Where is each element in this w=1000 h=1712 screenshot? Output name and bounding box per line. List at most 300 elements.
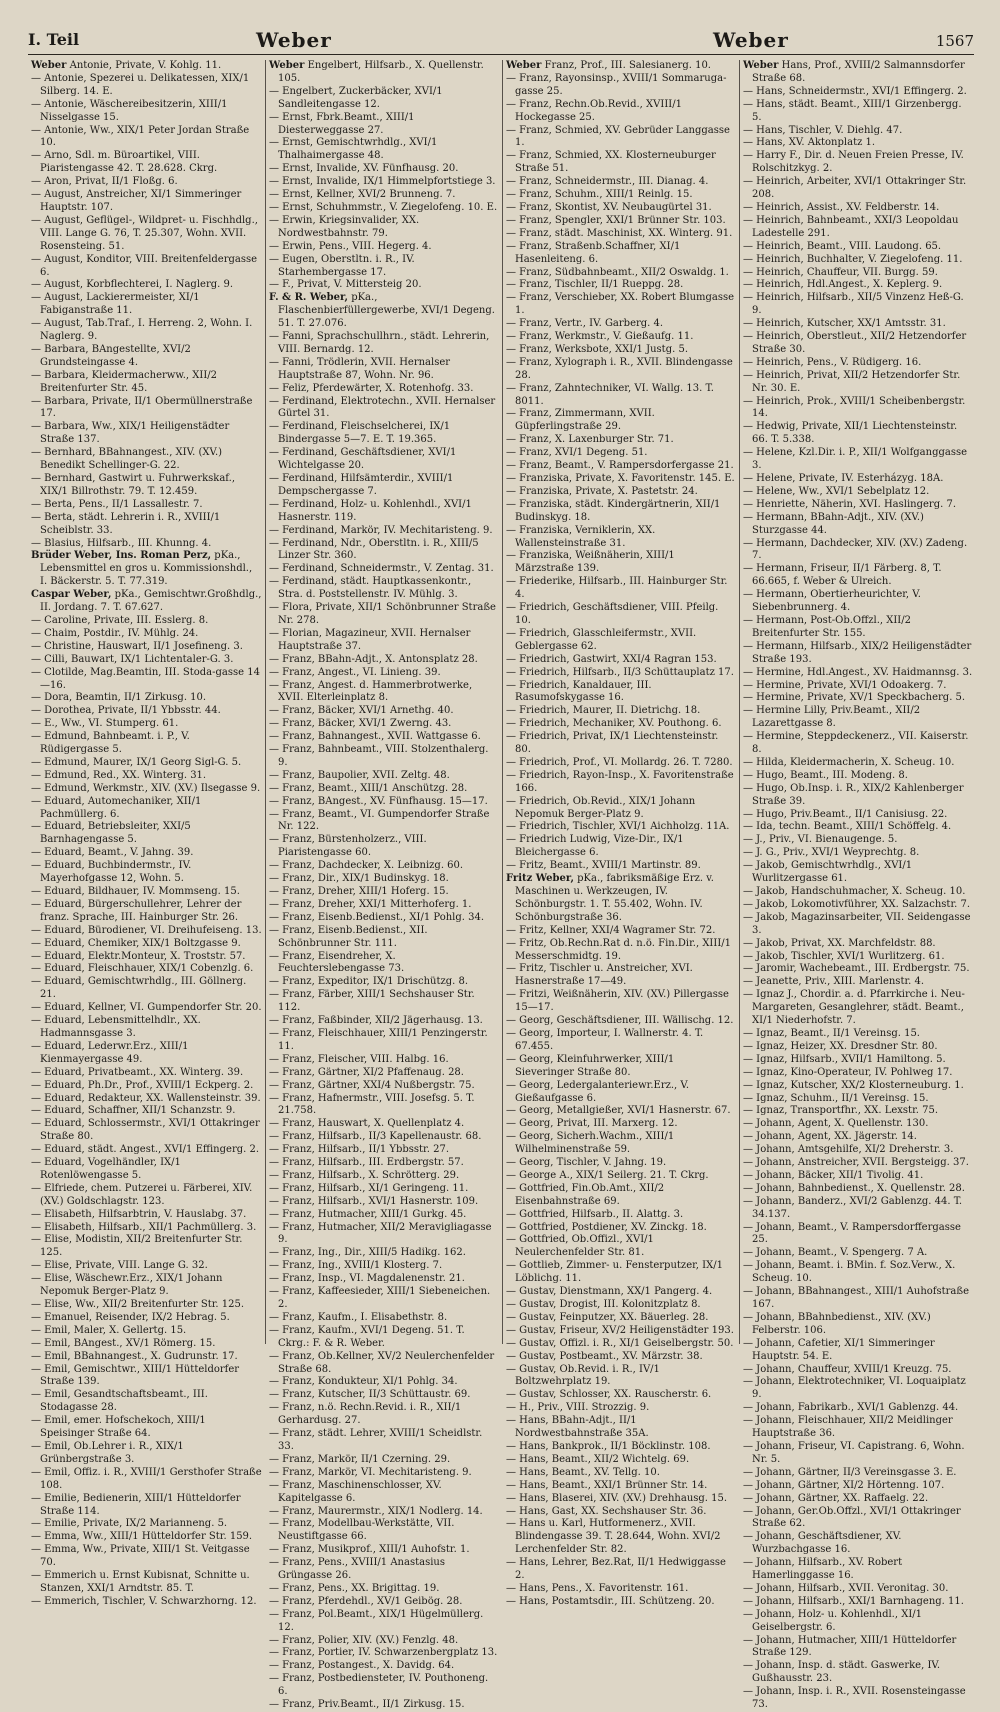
directory-entry xyxy=(31,73,262,99)
directory-entry xyxy=(269,1325,499,1351)
entry-text: — Heinrich, Arbeiter, XVI/1 Ottakringer Str. 208. xyxy=(743,176,967,201)
entry-text: — Johann, Hilfsarb., XV. Robert Hamerlinggasse 16. xyxy=(743,1557,903,1582)
directory-entry xyxy=(269,951,499,977)
directory-entry xyxy=(269,628,499,654)
directory-entry xyxy=(506,318,736,331)
entry-text: — Franz, Bäcker, XVI/1 Arnethg. 40. xyxy=(269,705,454,717)
entry-text: — Bernhard, Gastwirt u. Fuhrwerkskaf., XIX/1 Billrothstr. 79. T. 12.459. xyxy=(31,473,236,497)
directory-entry xyxy=(269,1157,499,1170)
directory-entry xyxy=(269,705,499,718)
entry-text: — Ferdinand, Ndr., Oberstltn. i. R., XIII/5 Linzer Str. 360. xyxy=(269,537,479,562)
directory-entry xyxy=(506,383,736,409)
entry-text: — Franz, Bahnangest., XVII. Wattgasse 6. xyxy=(269,731,481,743)
entry-text: — Franziska, Weißnäherin, XIII/1 Märzstraße 139. xyxy=(506,550,675,575)
directory-entry xyxy=(31,1467,262,1493)
entry-text: — Heinrich, Privat, XII/2 Hetzendorfer Str. Nr. 30. E. xyxy=(743,369,961,394)
entry-name: Weber xyxy=(31,60,67,71)
directory-entry xyxy=(31,1105,262,1118)
directory-entry xyxy=(269,1376,499,1389)
entry-text: — Hermine, Private, XVI/1 Odoakerg. 7. xyxy=(743,679,947,691)
entry-name: Weber xyxy=(506,60,542,71)
entry-text: — Johann, Hilfsarb., XXI/1 Barnhageng. 11. xyxy=(743,1595,964,1607)
entry-text: — Hermann, Dachdecker, XIV. (XV.) Zadeng. 7. xyxy=(743,537,968,562)
entry-text: — Johann, Geschäftsdiener, XV. Wurzbachgasse 16. xyxy=(743,1531,902,1556)
entry-text: — August, Anstreicher, XI/1 Simmeringer Hauptstr. 107. xyxy=(31,189,242,213)
entry-text: — Heinrich, Prok., XVIII/1 Scheibenbergstr. 14. xyxy=(743,395,966,420)
directory-entry xyxy=(31,1325,262,1338)
directory-entry xyxy=(743,860,973,886)
directory-entry xyxy=(743,1105,973,1118)
entry-text: — Eduard, Schlossermstr., XVI/1 Ottakringer Straße 80. xyxy=(31,1118,260,1143)
entry-text: — Franz, Tischler, II/1 Rueppg. 28. xyxy=(506,279,684,291)
entry-text: — Johann, Hilfsarb., XVII. Veronitag. 30. xyxy=(743,1582,949,1594)
directory-entry xyxy=(31,821,262,847)
directory-entry xyxy=(743,176,973,202)
directory-entry xyxy=(743,1415,973,1441)
directory-entry xyxy=(269,538,499,564)
directory-entry xyxy=(506,963,736,989)
directory-entry xyxy=(31,1209,262,1222)
directory-entry xyxy=(269,989,499,1015)
directory-entry xyxy=(743,680,973,693)
directory-entry xyxy=(743,1531,973,1557)
directory-entry xyxy=(269,886,499,899)
directory-entry xyxy=(743,421,973,447)
directory-entry xyxy=(31,718,262,731)
directory-entry xyxy=(31,176,262,189)
entry-text: — Fritz, Tischler u. Anstreicher, XVI. Hasnerstraße 17—49. xyxy=(506,963,693,988)
entry-text: — Franz, BBahn-Adjt., X. Antonsplatz 28. xyxy=(269,653,478,665)
entry-text: — Barbara, Kleidermacherww., XII/2 Breitenfurter Str. 45. xyxy=(31,369,218,394)
entry-text: — Franz, Faßbinder, XII/2 Jägerhausg. 13. xyxy=(269,1015,483,1027)
entry-text: — Edmund, Werkmstr., XIV. (XV.) Ilsegasse 9. xyxy=(31,782,261,794)
entry-text: — Hans, Lehrer, Bez.Rat, II/1 Hedwiggasse 2. xyxy=(506,1557,726,1582)
entry-text: — J. G., Priv., XVI/1 Weyprechtg. 8. xyxy=(743,847,920,859)
directory-entry xyxy=(269,1699,499,1712)
directory-entry xyxy=(506,447,736,460)
entry-text: — Johann, Anstreicher, XVII. Bergsteigg. 37. xyxy=(743,1157,969,1169)
entry-text: — Gustav, Dienstmann, XX/1 Pangerg. 4. xyxy=(506,1286,713,1298)
entry-text: — Johann, BBahnbedienst., XIV. (XV.) Felberstr. 106. xyxy=(743,1311,931,1336)
entry-text: Antonie, Private, V. Kohlg. 11. xyxy=(69,60,222,71)
directory-entry xyxy=(269,279,499,292)
directory-entry xyxy=(743,370,973,396)
entry-text: — Franz, Modellbau-Werkstätte, VII. Neustiftgasse 66. xyxy=(269,1518,455,1543)
directory-entry xyxy=(506,796,736,822)
entry-text: — Friedrich, Ob.Revid., XIX/1 Johann Nepomuk Berger-Platz 9. xyxy=(506,795,696,820)
entry-text: — Heinrich, Oberstleut., XII/2 Hetzendorfer Straße 30. xyxy=(743,331,967,355)
entry-text: pKa., Flaschenbierfüllergewerbe, XVI/1 Degeng. 51. T. 27.076. xyxy=(278,292,495,330)
entry-text: — Johann, Agent, XX. Jägerstr. 14. xyxy=(743,1131,917,1143)
entry-text: — Emil, BAngest., XV/1 Römerg. 15. xyxy=(31,1337,216,1349)
directory-entry xyxy=(269,292,499,331)
entry-text: — Franz, Dir., XIX/1 Budinskyg. 18. xyxy=(269,873,449,885)
entry-text: — F., Privat, V. Mittersteig 20. xyxy=(269,279,422,291)
directory-entry xyxy=(31,1389,262,1415)
directory-entry xyxy=(31,1157,262,1183)
entry-text: — Johann, Gärtner, II/3 Vereinsgasse 3. E. xyxy=(743,1466,957,1478)
directory-entry xyxy=(506,1118,736,1131)
column-4 xyxy=(739,60,976,1711)
entry-text: Hans, Prof., XVIII/2 Salmannsdorfer Straße 68. xyxy=(752,60,965,84)
directory-entry xyxy=(506,925,736,938)
entry-text: — Hugo, Priv.Beamt., II/1 Canisiusg. 22. xyxy=(743,808,948,820)
entry-text: — Franz, Eisenb.Bedienst., XI/1 Pohlg. 34. xyxy=(269,911,485,923)
directory-entry xyxy=(506,408,736,434)
directory-entry xyxy=(743,60,973,86)
entry-text: — Eduard, Betriebsleiter, XXI/5 Barnhagengasse 5. xyxy=(31,821,191,846)
entry-text: — Gustav, Ob.Revid. i. R., IV/1 Boltzwehrplatz 19. xyxy=(506,1363,660,1388)
entry-text: — Franz, Bürstenholzerz., VIII. Piaristengasse 60. xyxy=(269,834,427,859)
directory-entry xyxy=(743,809,973,822)
directory-entry xyxy=(743,499,973,512)
directory-entry xyxy=(31,615,262,628)
directory-entry xyxy=(743,563,973,589)
directory-entry xyxy=(506,434,736,447)
entry-text: — Hans, Beamt., XXI/1 Brünner Str. 14. xyxy=(506,1479,708,1491)
entry-text: — Hans, Beamt., XV. Tellg. 10. xyxy=(506,1466,660,1478)
entry-text: — Antonie, Spezerei u. Delikatessen, XIX/1 Silberg. 14. E. xyxy=(31,72,250,97)
directory-entry xyxy=(743,1131,973,1144)
entry-text: — Georg, Geschäftsdiener, III. Wällischg. 12. xyxy=(506,1015,734,1027)
entry-text: — Helene, Private, IV. Esterházyg. 18A. xyxy=(743,473,944,484)
entry-text: — Ignaz, Schuhm., II/1 Vereinsg. 15. xyxy=(743,1092,929,1104)
entry-text: — Hermine, Steppdeckenerz., VII. Kaiserstr. 8. xyxy=(743,731,969,756)
directory-entry xyxy=(506,344,736,357)
directory-entry xyxy=(31,1544,262,1570)
entry-text: — Eduard, Redakteur, XX. Wallensteinstr. 39. xyxy=(31,1092,261,1104)
directory-entry xyxy=(269,796,499,809)
entry-text: — Helene, Kzl.Dir. i. P., XII/1 Wolfganggasse 3. xyxy=(743,447,968,472)
entry-text: — Erwin, Pens., VIII. Hegerg. 4. xyxy=(269,240,432,252)
entry-text: — Franz, Xylograph i. R., XVII. Blindengasse 28. xyxy=(506,356,733,381)
directory-entry xyxy=(743,692,973,705)
directory-entry xyxy=(269,1467,499,1480)
entry-text: — Ignaz, Hilfsarb., XVII/1 Hamiltong. 5. xyxy=(743,1053,946,1065)
directory-entry xyxy=(269,1544,499,1557)
directory-entry xyxy=(31,641,262,654)
entry-text: — Franz, Hafnermstr., VIII. Josefsg. 5. T. 21.758. xyxy=(269,1092,475,1117)
entry-text: — Fritz, Ob.Rechn.Rat d. n.ö. Fin.Dir., XIII/1 Messerschmidtg. 19. xyxy=(506,937,732,962)
directory-entry xyxy=(506,1170,736,1183)
entry-text: — Franz, Postangest., X. Davidg. 64. xyxy=(269,1660,455,1672)
directory-entry xyxy=(506,331,736,344)
entry-text: — Ernst, Gemischtwrhdlg., XVI/1 Thalhaimergasse 48. xyxy=(269,137,438,162)
entry-text: — Friedrich, Gastwirt, XXI/4 Ragran 153. xyxy=(506,653,717,665)
entry-text: — Eduard, Fleischhauer, XIX/1 Cobenzlg. 6. xyxy=(31,963,254,975)
directory-entry xyxy=(506,718,736,731)
entry-text: — Antonie, Wäschereibesitzerin, XIII/1 Nisselgasse 15. xyxy=(31,98,228,123)
entry-text: — Johann, Bahnbedienst., X. Quellenstr. 28. xyxy=(743,1182,965,1194)
directory-entry xyxy=(269,473,499,499)
directory-entry xyxy=(269,1093,499,1119)
entry-text: — Franz, Angest. d. Hammerbrotwerke, XVII. Elterleinplatz 8. xyxy=(269,679,473,704)
directory-entry xyxy=(506,1480,736,1493)
directory-entry xyxy=(506,1338,736,1351)
entry-text: — Franz, Zimmermann, XVII. Güpferlingstraße 29. xyxy=(506,408,655,433)
entry-text: — George A., XIX/1 Seilerg. 21. T. Ckrg. xyxy=(506,1169,709,1181)
directory-entry xyxy=(743,1506,973,1532)
directory-entry xyxy=(31,1222,262,1235)
directory-entry xyxy=(743,137,973,150)
entry-text: — Friedrich, Kanaldauer, III. Rasumofskygasse 16. xyxy=(506,679,652,704)
directory-entry xyxy=(269,1247,499,1260)
directory-entry xyxy=(506,292,736,318)
entry-text: — Hans, XV. Aktonplatz 1. xyxy=(743,137,876,149)
directory-entry xyxy=(743,886,973,899)
entry-text: — Barbara, Ww., XIX/1 Heiligenstädter Straße 137. xyxy=(31,421,230,446)
entry-name: Weber xyxy=(269,60,305,71)
entry-text: — Gottfried, Postdiener, XV. Zinckg. 18. xyxy=(506,1221,707,1233)
directory-entry xyxy=(269,899,499,912)
entry-text: — Friedrich, Hilfsarb., II/3 Schüttauplatz 17. xyxy=(506,666,734,678)
entry-text: — Eduard, Beamt., V. Jahng. 39. xyxy=(31,847,194,859)
directory-entry xyxy=(269,834,499,860)
directory-entry xyxy=(31,783,262,796)
entry-text: — Barbara, BAngestellte, XVI/2 Grundsteingasse 4. xyxy=(31,343,191,368)
directory-entry xyxy=(506,1518,736,1557)
directory-entry xyxy=(269,1583,499,1596)
entry-text: — Franz, Fleischhauer, XIII/1 Penzingerstr. 11. xyxy=(269,1027,488,1052)
directory-entry xyxy=(269,1170,499,1183)
entry-text: — Ernst, Schuhmmstr., V. Ziegelofeng. 10. E. xyxy=(269,201,498,213)
directory-entry xyxy=(743,1338,973,1364)
entry-text: — Emil, Gemischtwr., XIII/1 Hütteldorfer Straße 139. xyxy=(31,1363,240,1388)
directory-entry xyxy=(269,1402,499,1428)
directory-entry xyxy=(269,602,499,628)
entry-text: — Friedrich, Maurer, II. Dietrichg. 18. xyxy=(506,705,701,717)
entry-text: — Franz, Verschieber, XX. Robert Blumgasse 1. xyxy=(506,292,735,317)
directory-entry xyxy=(269,254,499,280)
directory-entry xyxy=(269,1518,499,1544)
entry-text: — Franz, Eisenb.Bedienst., XII. Schönbrunner Str. 111. xyxy=(269,924,428,949)
entry-text: — Gottfried, Ob.Offizl., XVI/1 Neulerchenfelder Str. 81. xyxy=(506,1234,654,1259)
entry-text: — Franziska, Verniklerin, XX. Wallensteinstraße 31. xyxy=(506,524,656,549)
directory-entry xyxy=(743,331,973,357)
entry-text: — Johann, Beamt., V. Rampersdorffergasse 25. xyxy=(743,1221,961,1246)
directory-entry xyxy=(31,538,262,551)
directory-entry xyxy=(506,1131,736,1157)
directory-entry xyxy=(269,383,499,396)
entry-text: — Heinrich, Kutscher, XX/1 Amtsstr. 31. xyxy=(743,318,946,330)
directory-entry xyxy=(31,512,262,538)
entry-text: — Eduard, Lebensmittelhdlr., XX. Hadmannsgasse 3. xyxy=(31,1015,201,1039)
directory-entry xyxy=(506,1415,736,1441)
directory-entry xyxy=(506,202,736,215)
directory-entry xyxy=(743,1493,973,1506)
entry-text: — Berta, städt. Lehrerin i. R., XVIII/1 Scheiblstr. 33. xyxy=(31,511,221,536)
directory-entry xyxy=(31,125,262,151)
directory-entry xyxy=(506,150,736,176)
directory-entry xyxy=(743,241,973,254)
entry-text: — Gottfried, Hilfsarb., II. Alattg. 3. xyxy=(506,1208,684,1220)
directory-entry xyxy=(269,1647,499,1660)
entry-text: — Heinrich, Pens., V. Rüdigerg. 16. xyxy=(743,356,922,368)
entry-text: — Gottfried, Fin.Ob.Amt., XII/2 Eisenbahnstraße 69. xyxy=(506,1182,665,1207)
directory-entry xyxy=(269,1557,499,1583)
directory-entry xyxy=(269,1312,499,1325)
entry-text: — Franz, Werkmstr., V. Gießaufg. 11. xyxy=(506,331,694,343)
directory-entry xyxy=(31,99,262,125)
entry-text: — Franz, Beamt., VI. Gumpendorfer Straße Nr. 122. xyxy=(269,808,490,833)
entry-text: — Franz, Straßenb.Schaffner, XI/1 Hasenleiteng. 6. xyxy=(506,240,681,265)
directory-entry xyxy=(269,1428,499,1454)
directory-entry xyxy=(743,989,973,1028)
entry-text: — Johann, Fabrikarb., XVI/1 Gablenzg. 44. xyxy=(743,1402,959,1414)
directory-entry xyxy=(506,821,736,834)
directory-entry xyxy=(506,873,736,925)
entry-name: F. & R. Weber, xyxy=(269,292,348,304)
directory-entry xyxy=(743,731,973,757)
directory-entry xyxy=(31,976,262,1002)
entry-text: — Franz, Dreher, XIII/1 Hoferg. 15. xyxy=(269,886,449,897)
directory-entry xyxy=(269,189,499,202)
entry-text: — Johann, Beamt., V. Spengerg. 7 A. xyxy=(743,1247,928,1259)
entry-text: — Heinrich, Assist., XV. Feldberstr. 14. xyxy=(743,201,940,213)
entry-text: — Franz, städt. Maschinist, XX. Winterg. 91. xyxy=(506,227,733,239)
directory-entry xyxy=(31,1015,262,1041)
directory-entry xyxy=(31,215,262,254)
entry-text: — Fritz, Beamt., XVIII/1 Martinstr. 89. xyxy=(506,860,701,872)
directory-entry xyxy=(743,1222,973,1248)
directory-entry xyxy=(269,499,499,525)
directory-entry xyxy=(743,783,973,809)
entry-text: pKa., Lebensmittel en gros u. Kommissionshdl., I. Bäckerstr. 5. T. 77.319. xyxy=(40,550,253,588)
entry-text: — Edmund, Maurer, IX/1 Georg Sigl-G. 5. xyxy=(31,756,242,768)
directory-entry xyxy=(743,1093,973,1106)
entry-text: — Emil, Maler, X. Gellertg. 15. xyxy=(31,1324,187,1336)
directory-entry xyxy=(269,925,499,951)
entry-text: — Henriette, Näherin, XVI. Haslingerg. 7. xyxy=(743,498,957,510)
entry-text: — Elise, Modistin, XII/2 Breitenfurter Str. 125. xyxy=(31,1234,243,1259)
directory-entry xyxy=(743,976,973,989)
directory-entry xyxy=(743,1467,973,1480)
entry-text: — Heinrich, Buchhalter, V. Ziegelofeng. 11. xyxy=(743,253,963,265)
directory-entry xyxy=(31,1144,262,1157)
directory-entry xyxy=(506,125,736,151)
entry-name: Weber xyxy=(743,60,779,71)
directory-entry xyxy=(743,1686,973,1712)
entry-text: — Emma, Ww., XIII/1 Hütteldorfer Str. 159. xyxy=(31,1531,253,1543)
directory-entry xyxy=(743,1247,973,1260)
directory-entry xyxy=(31,1299,262,1312)
directory-entry xyxy=(506,357,736,383)
entry-text: — Ernst, Invalide, XV. Fünfhausg. 20. xyxy=(269,163,459,175)
entry-text: — August, Konditor, VIII. Breitenfeldergasse 6. xyxy=(31,253,258,278)
entry-text: — Franz, Südbahnbeamt., XII/2 Oswaldg. 1. xyxy=(506,266,729,278)
directory-entry xyxy=(31,757,262,770)
directory-entry xyxy=(506,1402,736,1415)
section-label: I. Teil xyxy=(28,30,80,49)
directory-entry xyxy=(506,176,736,189)
entry-text: — Franziska, Private, X. Pastetstr. 24. xyxy=(506,485,698,497)
entry-text: — Franz, Schuhm., XIII/1 Reinlg. 15. xyxy=(506,189,693,201)
directory-entry xyxy=(743,1260,973,1286)
entry-text: — Ignaz J., Chordir. a. d. Pfarrkirche i. Neu-Margareten, Gesanglehrer, städt. Beamt., XI/1 Niederhofstr. 7. xyxy=(743,989,965,1027)
directory-entry xyxy=(269,576,499,602)
entry-text: — Franz, Hilfsarb., X. Schrötterg. 29. xyxy=(269,1169,460,1181)
directory-entry xyxy=(31,1041,262,1067)
entry-text: — Emil, Ob.Lehrer i. R., XIX/1 Grünbergstraße 3. xyxy=(31,1440,184,1465)
entry-text: — Emmerich u. Ernst Kubisnat, Schnitte u. Stanzen, XXI/1 Arndtstr. 85. T. xyxy=(31,1570,250,1594)
directory-entry xyxy=(506,757,736,770)
entry-text: — Eduard, Bürodiener, VI. Dreihufeiseng. 13. xyxy=(31,924,262,936)
directory-entry xyxy=(743,1660,973,1686)
directory-entry xyxy=(269,770,499,783)
entry-text: — Georg, Sicherh.Wachm., XIII/1 Wilhelminenstraße 59. xyxy=(506,1131,675,1156)
entry-text: — Franz, Bahnbeamt., VIII. Stolzenthalerg. 9. xyxy=(269,744,489,768)
directory-entry xyxy=(743,1028,973,1041)
directory-entry xyxy=(506,860,736,873)
entry-text: — Eduard, Buchbindermstr., IV. Mayerhofgasse 12, Wohn. 5. xyxy=(31,860,192,885)
directory-entry xyxy=(506,99,736,125)
directory-entry xyxy=(743,1183,973,1196)
entry-text: — Jakob, Lokomotivführer, XX. Salzachstr. 7. xyxy=(743,898,971,910)
entry-text: — Franz, städt. Lehrer, XVIII/1 Scheidlstr. 33. xyxy=(269,1428,483,1452)
directory-entry xyxy=(31,1493,262,1519)
entry-text: — Ferdinand, Elektrotechn., XVII. Hernalser Gürtel 31. xyxy=(269,395,496,420)
directory-entry xyxy=(269,860,499,873)
directory-entry xyxy=(506,1389,736,1402)
entry-text: — Friedrich, Prof., VI. Mollardg. 26. T. 7280. xyxy=(506,756,733,768)
directory-entry xyxy=(743,1170,973,1183)
directory-entry xyxy=(31,254,262,280)
directory-entry xyxy=(31,150,262,176)
directory-entry xyxy=(506,189,736,202)
entry-text: — Johann, Friseur, VI. Capistrang. 6, Wohn. Nr. 5. xyxy=(743,1440,965,1465)
entry-text: — Gustav, Feinputzer, XX. Bäuerleg. 28. xyxy=(506,1311,709,1323)
directory-entry xyxy=(31,1312,262,1325)
entry-text: — Ernst, Kellner, XVI/2 Brunneng. 7. xyxy=(269,189,456,201)
entry-text: — Franz, Dreher, XXI/1 Mitterhoferg. 1. xyxy=(269,898,472,910)
directory-entry xyxy=(743,1557,973,1583)
directory-entry xyxy=(31,1441,262,1467)
directory-entry xyxy=(743,150,973,176)
entry-text: — Franz, Kondukteur, XI/1 Pohlg. 34. xyxy=(269,1376,458,1388)
directory-entry xyxy=(31,421,262,447)
directory-entry xyxy=(506,486,736,499)
entry-text: pKa., Gemischtwr.Großhdlg., II. Jordang. 7. T. 67.627. xyxy=(40,589,262,614)
entry-text: — Heinrich, Beamt., VIII. Laudong. 65. xyxy=(743,240,942,252)
directory-entry xyxy=(269,809,499,835)
directory-entry xyxy=(743,1376,973,1402)
entry-text: — Friedrich Ludwig, Vize-Dir., IX/1 Bleichergasse 6. xyxy=(506,834,684,859)
directory-entry xyxy=(269,1454,499,1467)
directory-entry xyxy=(743,1364,973,1377)
entry-text: — Hans, Gast, XX. Sechshauser Str. 36. xyxy=(506,1505,707,1517)
directory-entry xyxy=(269,86,499,112)
entry-text: — Franz, Expeditor, IX/1 Drischützg. 8. xyxy=(269,976,469,988)
entry-text: — Berta, Pens., II/1 Lassallestr. 7. xyxy=(31,498,203,510)
directory-entry xyxy=(31,860,262,886)
entry-text: — Edmund, Red., XX. Winterg. 31. xyxy=(31,769,207,781)
directory-entry xyxy=(743,770,973,783)
entry-text: — Hugo, Beamt., III. Modeng. 8. xyxy=(743,769,908,781)
entry-text: — Elfriede, chem. Putzerei u. Färberei, XIV. (XV.) Goldschlagstr. 123. xyxy=(31,1182,253,1207)
entry-text: — Eduard, städt. Angest., XVI/1 Effingerg. 2. xyxy=(31,1144,260,1156)
directory-entry xyxy=(269,1609,499,1635)
entry-text: — Franz, Ob.Kellner, XV/2 Neulerchenfelder Straße 68. xyxy=(269,1350,495,1375)
directory-entry xyxy=(743,963,973,976)
entry-text: — Johann, Bäcker, XII/1 Tivolig. 41. xyxy=(743,1169,924,1181)
entry-text: — Georg, Tischler, V. Jahng. 19. xyxy=(506,1157,667,1169)
entry-text: — Hugo, Ob.Insp. i. R., XIX/2 Kahlenberger Straße 39. xyxy=(743,782,964,807)
entry-text: — Franz, Baupolier, XVII. Zeltg. 48. xyxy=(269,769,450,781)
column-3 xyxy=(502,60,739,1607)
entry-text: — Franziska, Private, X. Favoritenstr. 145. E. xyxy=(506,473,735,484)
entry-text: — Eduard, Elektr.Monteur, X. Troststr. 57. xyxy=(31,950,246,962)
entry-text: — Franz, Postbediensteter, IV. Pouthoneng. 6. xyxy=(269,1673,489,1698)
